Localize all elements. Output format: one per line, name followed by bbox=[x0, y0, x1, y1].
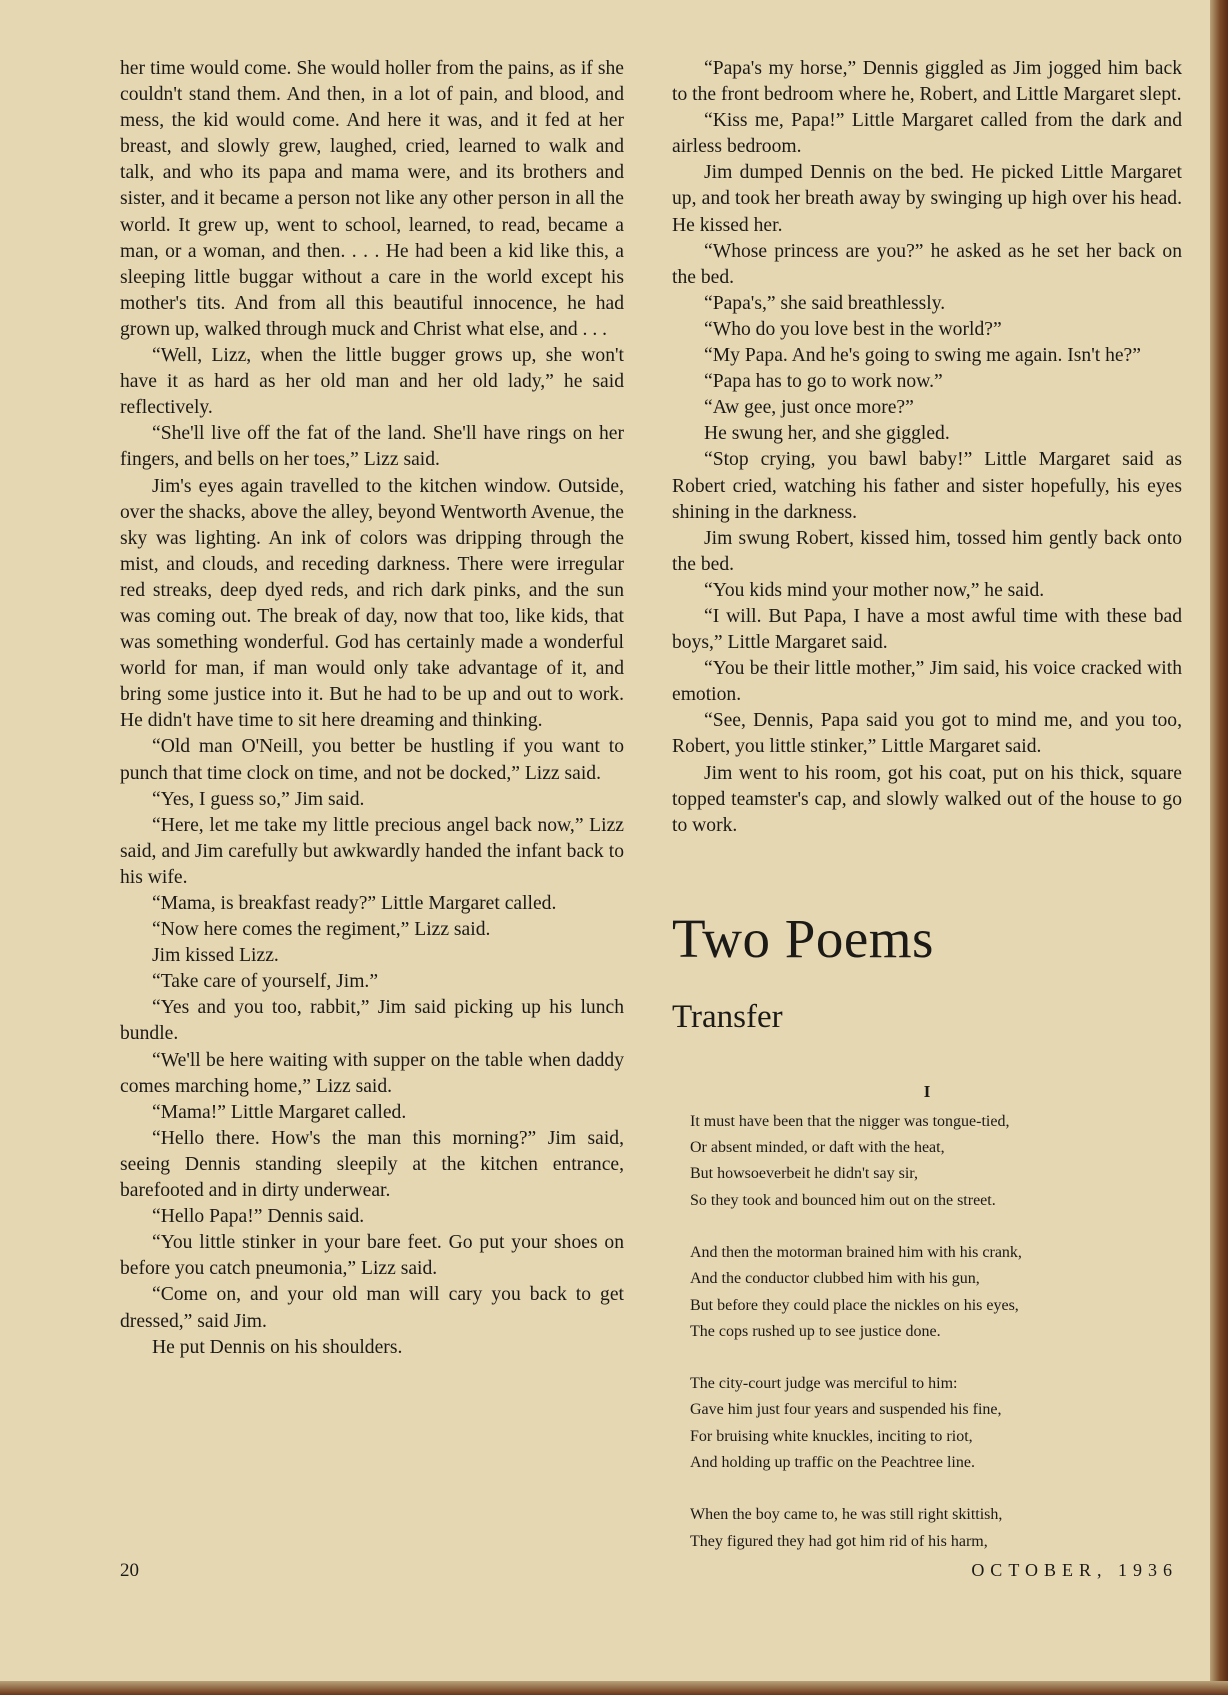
story-paragraph: “Here, let me take my little precious angel back now,” Lizz said, and Jim carefully but awkwardly handed the infant back to his wife. bbox=[120, 814, 624, 888]
story-paragraph: “Hello Papa!” Dennis said. bbox=[152, 1206, 365, 1228]
poem-line: For bruising white knuckles, inciting to riot, bbox=[690, 1427, 973, 1445]
story-paragraph: “Hello there. How's the man this morning?” Jim said, seeing Dennis standing sleepily at the kitchen entrance, barefooted and in dirty underwear. bbox=[120, 1127, 624, 1202]
poem-line: So they took and bounced him out on the street. bbox=[690, 1191, 996, 1209]
poem-stanza bbox=[672, 1371, 1182, 1476]
poem-line: It must have been that the nigger was tongue-tied, bbox=[690, 1112, 1010, 1130]
story-paragraph: “Yes, I guess so,” Jim said. bbox=[152, 788, 365, 810]
poem-line: But howsoeverbeit he didn't say sir, bbox=[690, 1165, 918, 1183]
story-paragraph: “She'll live off the fat of the land. She'll have rings on her fingers, and bells on her toes,” Lizz said. bbox=[120, 423, 624, 471]
story-paragraph: “You kids mind your mother now,” he said. bbox=[704, 579, 1045, 601]
page-bottom-edge bbox=[0, 1681, 1228, 1695]
story-column-right bbox=[672, 56, 1182, 1581]
poem-line: The city-court judge was merciful to him: bbox=[690, 1375, 958, 1393]
page-edge-shadow bbox=[1210, 0, 1228, 1695]
poem-line: But before they could place the nickles on his eyes, bbox=[690, 1296, 1019, 1314]
story-paragraph: “Yes and you too, rabbit,” Jim said picking up his lunch bundle. bbox=[120, 997, 624, 1045]
story-paragraph: “You little stinker in your bare feet. Go put your shoes on before you catch pneumonia,” Lizz said. bbox=[120, 1232, 624, 1280]
story-paragraph: “Kiss me, Papa!” Little Margaret called from the dark and airless bedroom. bbox=[672, 110, 1182, 158]
story-paragraph: “Papa's,” she said breathlessly. bbox=[704, 292, 946, 314]
story-paragraph: “Old man O'Neill, you better be hustling if you want to punch that time clock on time, and not be docked,” Lizz said. bbox=[120, 736, 624, 784]
story-paragraph: Jim's eyes again travelled to the kitchen window. Outside, over the shacks, above the alley, beyond Wentworth Avenue, the sky was lighting. An ink of colors was dripping through the mist, and clouds, and receding darkness. There were irregular red streaks, deep dyed reds, and rich dark pinks, and the sun was coming out. The break of day, now that too, like kids, that was something wonderful. God has certainly made a wonderful world for man, if man would only take advantage of it, and bring some justice into it. But he had to be up and out to work. He didn't have time to sit here dreaming and thinking. bbox=[120, 475, 624, 732]
story-paragraph: “We'll be here waiting with supper on the table when daddy comes marching home,” Lizz said. bbox=[120, 1049, 624, 1097]
poem-line: They figured they had got him rid of his harm, bbox=[690, 1532, 988, 1550]
story-paragraph: Jim dumped Dennis on the bed. He picked Little Margaret up, and took her breath away by swinging up high over his head. He kissed her. bbox=[672, 162, 1182, 236]
poem-line: Or absent minded, or daft with the heat, bbox=[690, 1139, 945, 1157]
story-paragraph: “You be their little mother,” Jim said, his voice cracked with emotion. bbox=[672, 658, 1182, 706]
poem-line: When the boy came to, he was still right skittish, bbox=[690, 1506, 1003, 1524]
story-paragraph: “Come on, and your old man will cary you back to get dressed,” said Jim. bbox=[120, 1284, 624, 1332]
story-paragraph: “Now here comes the regiment,” Lizz said. bbox=[152, 919, 491, 941]
story-paragraph: Jim kissed Lizz. bbox=[152, 945, 279, 967]
poem-line: And the conductor clubbed him with his gun, bbox=[690, 1270, 980, 1288]
poem-line: The cops rushed up to see justice done. bbox=[690, 1322, 941, 1340]
story-paragraph: “Who do you love best in the world?” bbox=[704, 318, 1002, 340]
story-paragraph: “My Papa. And he's going to swing me again. Isn't he?” bbox=[704, 345, 1141, 367]
page-number: 20 bbox=[120, 1560, 139, 1581]
poem-stanza bbox=[672, 1502, 1182, 1555]
story-column-left bbox=[120, 56, 624, 1361]
poem-line: And holding up traffic on the Peachtree line. bbox=[690, 1454, 975, 1472]
story-paragraph: “Whose princess are you?” he asked as he set her back on the bed. bbox=[672, 240, 1182, 288]
story-paragraph: Jim went to his room, got his coat, put on his thick, square topped teamster's cap, and slowly walked out of the house to go to work. bbox=[672, 762, 1182, 836]
story-paragraph: “I will. But Papa, I have a most awful time with these bad boys,” Little Margaret said. bbox=[672, 605, 1182, 654]
poem-title: Transfer bbox=[672, 998, 783, 1035]
poem-line: And then the motorman brained him with his crank, bbox=[690, 1244, 1022, 1261]
story-paragraph: Jim swung Robert, kissed him, tossed him gently back onto the bed. bbox=[672, 527, 1182, 575]
poem-stanza bbox=[672, 1240, 1182, 1345]
story-paragraph: “Mama, is breakfast ready?” Little Margaret called. bbox=[152, 893, 557, 914]
story-paragraph: her time would come. She would holler from the pains, as if she couldn't stand them. And then, in a lot of pain, and blood, and mess, the kid would come. And here it was, and it fed at her breast, and slowly grew, laughed, cried, learned to walk and talk, and who its papa and mama were, and its brothers and sister, and it became a person not like any other person in all the world. It grew up, went to school, learned, to read, became a man, or a woman, and then. . . . He had been a kid like this, a sleeping little buggar without a care in the world except his mother's tits. And from all this beautiful innocence, he had grown up, walked through muck and Christ what else, and . . . bbox=[120, 58, 624, 340]
poem-stanza bbox=[672, 1109, 1182, 1214]
section-title: Two Poems bbox=[672, 907, 934, 969]
story-paragraph: “Aw gee, just once more?” bbox=[704, 397, 914, 419]
story-paragraph: “Well, Lizz, when the little bugger grows up, she won't have it as hard as her old man and her old lady,” he said reflectively. bbox=[120, 345, 624, 419]
story-paragraph: “Take care of yourself, Jim.” bbox=[152, 971, 379, 993]
story-paragraph: He swung her, and she giggled. bbox=[704, 423, 950, 445]
story-paragraph: “See, Dennis, Papa said you got to mind me, and you too, Robert, you little stinker,” Little Margaret said. bbox=[672, 710, 1182, 758]
issue-date: OCTOBER, 1936 bbox=[971, 1560, 1178, 1580]
story-paragraph: He put Dennis on his shoulders. bbox=[152, 1336, 403, 1358]
story-paragraph: “Papa's my horse,” Dennis giggled as Jim jogged him back to the front bedroom where he, Robert, and Little Margaret slept. bbox=[672, 58, 1182, 106]
story-paragraph: “Mama!” Little Margaret called. bbox=[152, 1101, 407, 1123]
story-paragraph: “Papa has to go to work now.” bbox=[704, 371, 943, 393]
story-paragraph: “Stop crying, you bawl baby!” Little Margaret said as Robert cried, watching his father and sister hopefully, his eyes shining in the darkness. bbox=[672, 449, 1182, 523]
poem-line: Gave him just four years and suspended his fine, bbox=[690, 1401, 1002, 1419]
poem-part-numeral: I bbox=[923, 1081, 931, 1101]
